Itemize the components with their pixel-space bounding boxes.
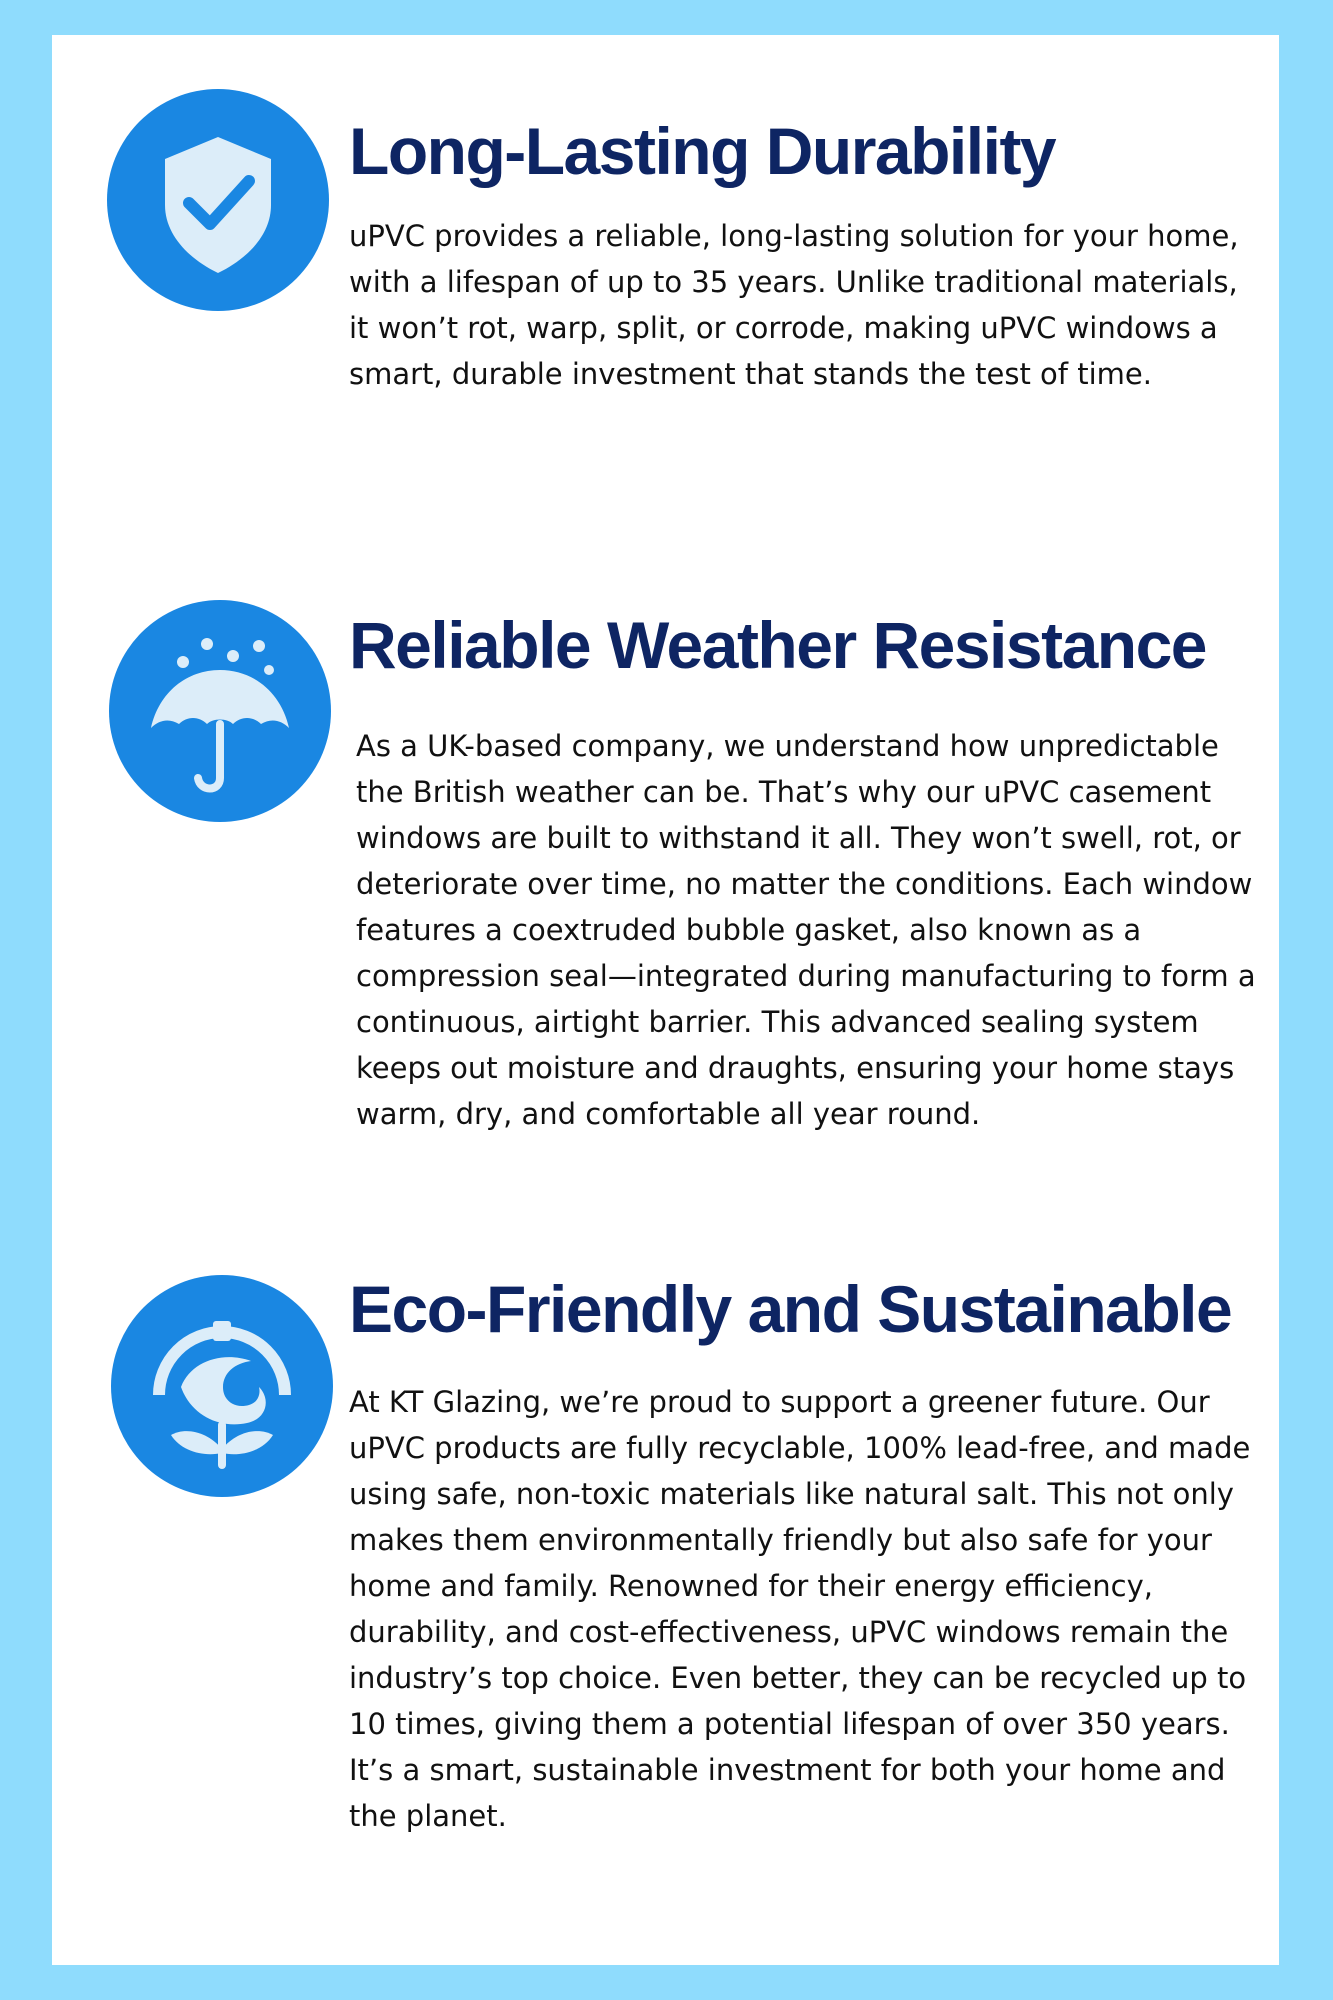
feature-title: Long-Lasting Durability [349,114,1056,188]
umbrella-rain-icon [109,600,331,822]
feature-description: At KT Glazing, we’re proud to support a greener future. Our uPVC products are fully recyclable, 100% lead-free, and made using safe, non-toxic materials like natural salt. This not only makes them environmentally friendly but also safe for your home and family. Renowned for their energy efficiency, durability, and cost-effectiveness, uPVC windows remain the industry’s top choice. Even better, they can be recycled up to 10 times, giving them a potential lifespan of over 350 years. It’s a smart, sustainable investment for both your home and the planet. [349,1385,1251,1833]
feature-title: Reliable Weather Resistance [349,608,1207,682]
content-card [52,35,1279,1965]
feature-description: As a UK-based company, we understand how unpredictable the British weather can be. That’s why our uPVC casement windows are built to withstand it all. They won’t swell, rot, or deteriorate over time, no matter the conditions. Each window features a coextruded bubble gasket, also known as a compression seal—integrated during manufacturing to form a continuous, airtight barrier. This advanced sealing system keeps out moisture and draughts, ensuring your home stays warm, dry, and comfortable all year round. [356,729,1256,1131]
feature-title: Eco-Friendly and Sustainable [349,1272,1232,1346]
shield-check-icon [107,89,329,311]
feature-description: uPVC provides a reliable, long-lasting solution for your home, with a lifespan of up to 35 years. Unlike traditional materials, it won’t rot, warp, split, or corrode, making uPVC windows a smart, durable investment that stands the test of time. [349,219,1239,391]
eco-leaf-icon [111,1275,333,1497]
